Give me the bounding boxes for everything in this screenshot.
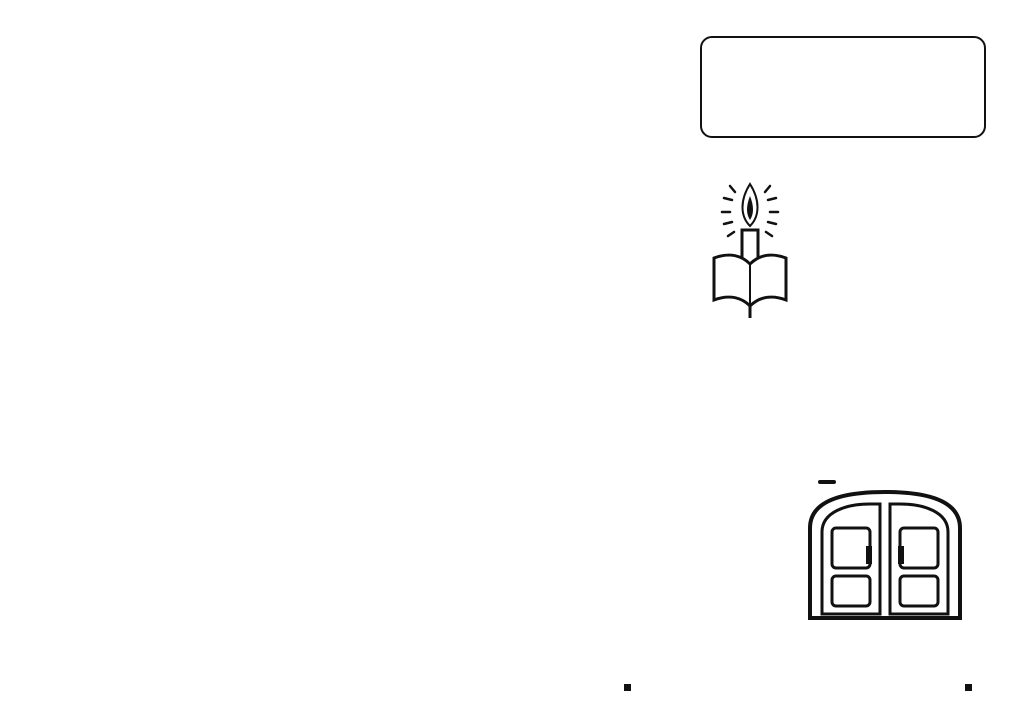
end-square <box>624 684 631 691</box>
candle-book-icon <box>710 172 790 322</box>
header-box <box>700 36 986 138</box>
advent-label <box>710 517 716 537</box>
word-of-life <box>710 322 1000 324</box>
readings-header <box>790 170 990 173</box>
page-5 <box>0 0 340 724</box>
page-6 <box>352 0 658 724</box>
page-number <box>20 34 310 48</box>
end-square <box>965 684 972 691</box>
page-number <box>360 34 658 48</box>
gate-icon <box>800 488 970 623</box>
cover-page <box>680 0 1024 724</box>
divider <box>818 480 836 484</box>
